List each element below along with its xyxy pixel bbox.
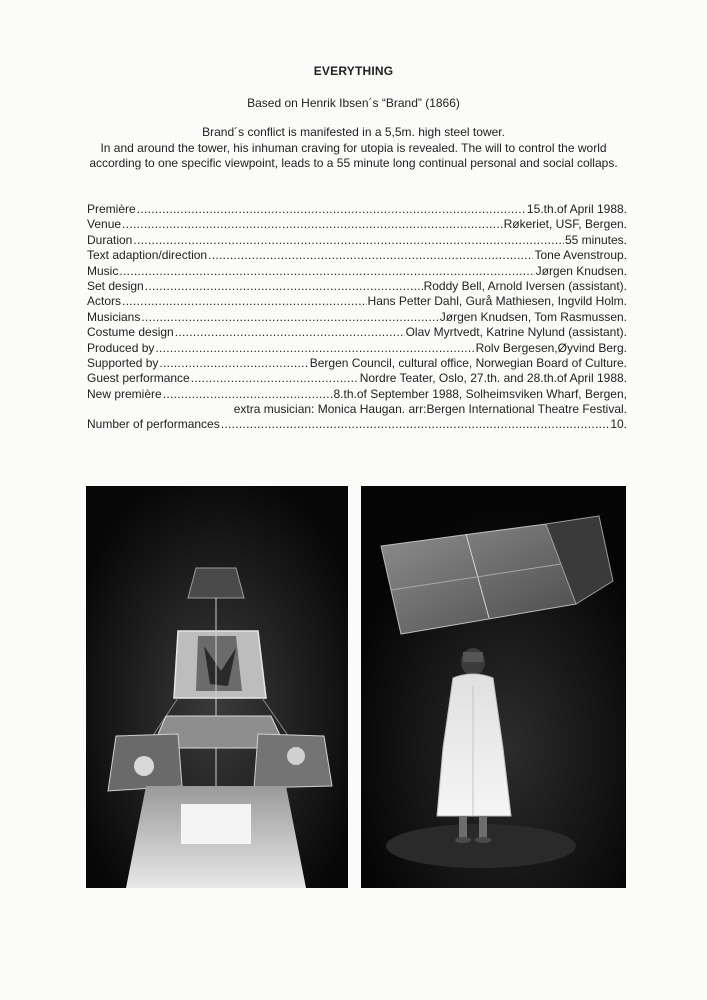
credit-label: Text adaption/direction <box>87 248 208 263</box>
page-title: EVERYTHING <box>313 64 394 78</box>
leader-dots <box>122 294 367 309</box>
credit-row-duration <box>87 233 627 248</box>
credit-label: Music <box>87 263 119 278</box>
credit-value: 15.th.of April 1988. <box>526 202 627 216</box>
credit-row-set-design <box>87 279 627 294</box>
credit-label: Costume design <box>87 325 174 340</box>
leader-dots <box>137 202 526 217</box>
page-subtitle: Based on Henrik Ibsen´s “Brand” (1866) <box>247 96 460 110</box>
description <box>40 125 667 172</box>
credit-row-premiere <box>87 202 627 217</box>
credit-label: Duration <box>87 232 133 247</box>
credit-label: Première <box>87 202 136 216</box>
actor-in-white-coat-photo <box>361 486 626 888</box>
credit-row-music <box>87 264 627 279</box>
leader-dots <box>133 233 564 248</box>
credit-value: Olav Myrtvedt, Katrine Nylund (assistant). <box>405 325 627 340</box>
credit-value: Rolv Bergesen,Øyvind Berg. <box>475 340 627 355</box>
credit-row-musicians <box>87 310 627 325</box>
credit-value: extra musician: Monica Haugan. arr:Bergen International Theatre Festival. <box>233 402 627 417</box>
credit-row-actors <box>87 294 627 309</box>
description-line: In and around the tower, his inhuman craving for utopia is revealed. The will to control the world <box>100 140 607 155</box>
leader-dots <box>159 356 308 371</box>
actor-photo-art <box>361 486 626 888</box>
credit-value: Bergen Council, cultural office, Norwegian Board of Culture. <box>309 355 627 370</box>
leader-dots <box>141 310 438 325</box>
credit-row-supported-by <box>87 356 627 371</box>
credit-row-produced-by <box>87 341 627 356</box>
credit-label: Produced by <box>87 340 155 355</box>
credit-value: Hans Petter Dahl, Gurå Mathiesen, Ingvild Holm. <box>367 294 627 309</box>
credit-row-new-premiere-continued <box>87 402 627 417</box>
credit-value: 55 minutes. <box>564 232 627 247</box>
steel-tower-stage-photo <box>86 486 348 888</box>
credit-value: 8.th.of September 1988, Solheimsviken Wharf, Bergen, <box>333 386 627 401</box>
leader-dots <box>155 341 474 356</box>
leader-dots <box>221 417 610 432</box>
credit-value: Jørgen Knudsen, Tom Rasmussen. <box>439 309 627 324</box>
credit-value: Tone Avenstroup. <box>534 248 627 263</box>
credit-value: Røkeriet, USF, Bergen. <box>503 217 627 232</box>
credit-row-new-premiere <box>87 387 627 402</box>
credit-label: Number of performances <box>87 417 220 432</box>
leader-dots <box>145 279 423 294</box>
credit-value: Jørgen Knudsen. <box>535 263 627 278</box>
description-line: Brand´s conflict is manifested in a 5,5m. high steel tower. <box>202 125 505 139</box>
credit-row-costume-design <box>87 325 627 340</box>
credit-value: Roddy Bell, Arnold Iversen (assistant). <box>423 278 627 293</box>
steel-tower-photo-art <box>86 486 348 888</box>
credit-value: Nordre Teater, Oslo, 27.th. and 28.th.of April 1988. <box>359 371 627 386</box>
credit-label: Actors <box>87 294 122 309</box>
credit-row-venue <box>87 217 627 232</box>
leader-dots <box>122 217 503 232</box>
credit-label: New première <box>87 386 162 401</box>
leader-dots <box>191 371 359 386</box>
credit-value: 10. <box>610 417 627 432</box>
credit-label: Set design <box>87 278 144 293</box>
credit-row-number-of-performances <box>87 417 627 432</box>
leader-dots <box>175 325 405 340</box>
credit-row-text-adaption <box>87 248 627 263</box>
credit-label: Musicians <box>87 309 141 324</box>
leader-dots <box>163 387 333 402</box>
credit-label: Supported by <box>87 355 159 370</box>
credit-label: Venue <box>87 217 122 232</box>
leader-dots <box>208 248 533 263</box>
leader-dots <box>119 264 534 279</box>
description-line: according to one specific viewpoint, leads to a 55 minute long continual personal and social collaps. <box>89 156 618 170</box>
credit-row-guest-performance <box>87 371 627 386</box>
credits-list <box>87 202 627 433</box>
credit-label: Guest performance <box>87 371 190 386</box>
